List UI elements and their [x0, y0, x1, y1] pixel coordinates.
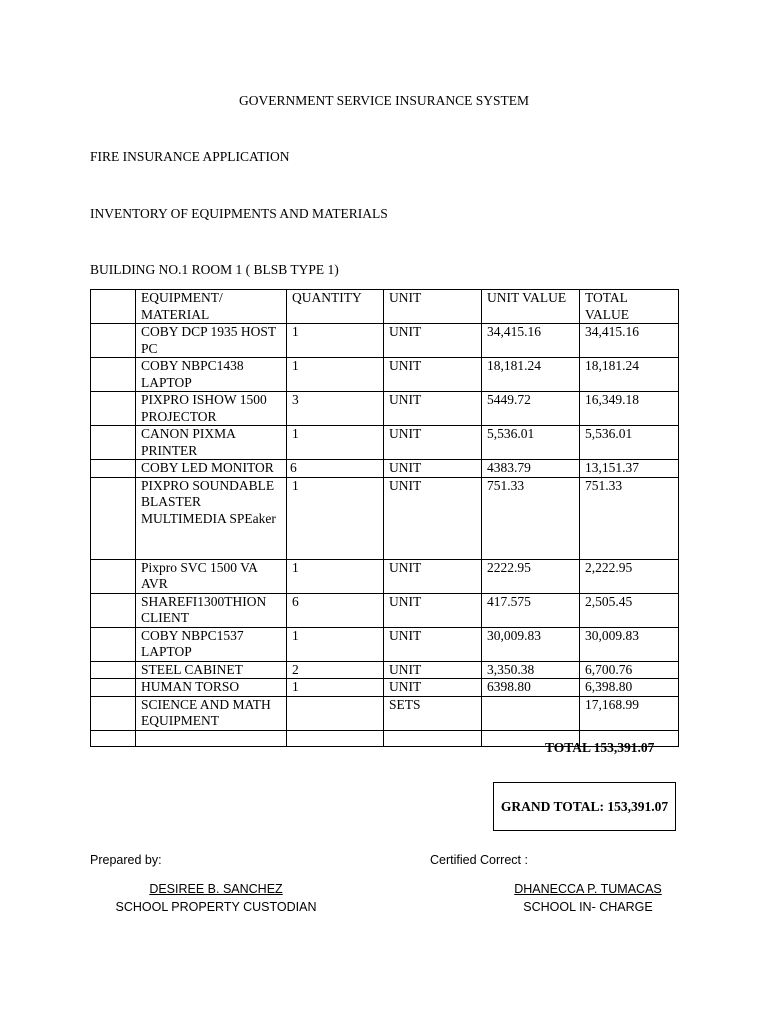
- unit-value-cell: 18,181.24: [482, 358, 580, 392]
- qty-cell: [287, 730, 384, 746]
- grand-total-box: [493, 782, 676, 831]
- row-number-cell: [91, 730, 136, 746]
- item-cell: COBY DCP 1935 HOST PC: [136, 324, 287, 358]
- item-cell: PIXPRO SOUNDABLE BLASTER MULTIMEDIA SPEaker: [136, 477, 287, 559]
- unit-cell: UNIT: [384, 559, 482, 593]
- row-number-cell: [91, 661, 136, 679]
- row-number-cell: [91, 324, 136, 358]
- unit-cell: UNIT: [384, 324, 482, 358]
- total-line: TOTAL 153,391.07: [545, 740, 655, 755]
- row-number-cell: [91, 593, 136, 627]
- total-cell: 18,181.24: [580, 358, 679, 392]
- header-blank: [91, 290, 136, 324]
- document-title: GOVERNMENT SERVICE INSURANCE SYSTEM: [238, 93, 530, 108]
- qty-cell: 1: [287, 426, 384, 460]
- application-title: FIRE INSURANCE APPLICATION: [90, 149, 290, 164]
- qty-cell: 3: [287, 392, 384, 426]
- header-quantity: QUANTITY: [287, 290, 384, 324]
- unit-cell: UNIT: [384, 627, 482, 661]
- qty-cell: [287, 696, 384, 730]
- item-cell: SCIENCE AND MATH EQUIPMENT: [136, 696, 287, 730]
- unit-value-cell: 4383.79: [482, 460, 580, 478]
- row-number-cell: [91, 477, 136, 559]
- unit-value-cell: 751.33: [482, 477, 580, 559]
- qty-cell: 1: [287, 679, 384, 697]
- item-cell: CANON PIXMA PRINTER: [136, 426, 287, 460]
- table-row: [91, 477, 679, 559]
- unit-cell: UNIT: [384, 358, 482, 392]
- row-number-cell: [91, 559, 136, 593]
- preparer-name: DESIREE B. SANCHEZ: [149, 882, 283, 896]
- qty-cell: 1: [287, 627, 384, 661]
- qty-cell: 1: [287, 324, 384, 358]
- unit-cell: UNIT: [384, 477, 482, 559]
- unit-value-cell: 6398.80: [482, 679, 580, 697]
- item-cell: STEEL CABINET: [136, 661, 287, 679]
- qty-cell: 2: [287, 661, 384, 679]
- row-number-cell: [91, 392, 136, 426]
- item-cell: SHAREFI1300THION CLIENT: [136, 593, 287, 627]
- header-unit-value: UNIT VALUE: [482, 290, 580, 324]
- item-cell: COBY LED MONITOR: [136, 460, 287, 478]
- table-row: [91, 559, 679, 593]
- grand-total-text: GRAND TOTAL: 153,391.07: [500, 798, 669, 814]
- unit-cell: UNIT: [384, 679, 482, 697]
- row-number-cell: [91, 627, 136, 661]
- unit-value-cell: 30,009.83: [482, 627, 580, 661]
- unit-cell: [384, 730, 482, 746]
- unit-value-cell: 3,350.38: [482, 661, 580, 679]
- header-equipment: EQUIPMENT/ MATERIAL: [136, 290, 287, 324]
- item-cell: COBY NBPC1438 LAPTOP: [136, 358, 287, 392]
- row-number-cell: [91, 679, 136, 697]
- total-cell: 13,151.37: [580, 460, 679, 478]
- header-unit: UNIT: [384, 290, 482, 324]
- total-cell: 30,009.83: [580, 627, 679, 661]
- unit-value-cell: 2222.95: [482, 559, 580, 593]
- unit-cell: UNIT: [384, 426, 482, 460]
- unit-value-cell: 417.575: [482, 593, 580, 627]
- total-cell: 751.33: [580, 477, 679, 559]
- row-number-cell: [91, 696, 136, 730]
- building-label: BUILDING NO.1 ROOM 1 ( BLSB TYPE 1): [90, 262, 339, 277]
- total-cell: 2,222.95: [580, 559, 679, 593]
- table-row: [91, 392, 679, 426]
- prepared-by-label: Prepared by:: [90, 853, 162, 867]
- qty-cell: 1: [287, 559, 384, 593]
- table-row: [91, 627, 679, 661]
- table-row: [91, 661, 679, 679]
- table-row: [91, 324, 679, 358]
- total-cell: 17,168.99: [580, 696, 679, 730]
- unit-cell: SETS: [384, 696, 482, 730]
- table-header-row: [91, 290, 679, 324]
- row-number-cell: [91, 358, 136, 392]
- qty-cell: 1: [287, 477, 384, 559]
- row-number-cell: [91, 460, 136, 478]
- table-row: [91, 460, 679, 478]
- table-row: [91, 358, 679, 392]
- total-cell: 2,505.45: [580, 593, 679, 627]
- unit-value-cell: 5449.72: [482, 392, 580, 426]
- total-cell: 6,398.80: [580, 679, 679, 697]
- unit-cell: UNIT: [384, 661, 482, 679]
- item-cell: Pixpro SVC 1500 VA AVR: [136, 559, 287, 593]
- certified-correct-label: Certified Correct :: [430, 853, 528, 867]
- total-cell: 6,700.76: [580, 661, 679, 679]
- preparer-title: SCHOOL PROPERTY CUSTODIAN: [115, 900, 317, 914]
- table-row: [91, 593, 679, 627]
- total-cell: 16,349.18: [580, 392, 679, 426]
- item-cell: COBY NBPC1537 LAPTOP: [136, 627, 287, 661]
- qty-cell: 6: [287, 593, 384, 627]
- unit-value-cell: [482, 696, 580, 730]
- unit-cell: UNIT: [384, 392, 482, 426]
- row-number-cell: [91, 426, 136, 460]
- unit-value-cell: 5,536.01: [482, 426, 580, 460]
- header-total-value: TOTAL VALUE: [580, 290, 679, 324]
- table-row: [91, 696, 679, 730]
- unit-cell: UNIT: [384, 460, 482, 478]
- qty-cell: 6: [287, 460, 384, 478]
- item-cell: [136, 730, 287, 746]
- item-cell: PIXPRO ISHOW 1500 PROJECTOR: [136, 392, 287, 426]
- certifier-title: SCHOOL IN- CHARGE: [523, 900, 653, 914]
- total-cell: 34,415.16: [580, 324, 679, 358]
- inventory-table: [90, 289, 679, 747]
- total-cell: 5,536.01: [580, 426, 679, 460]
- certifier-name: DHANECCA P. TUMACAS: [514, 882, 662, 896]
- table-row: [91, 679, 679, 697]
- unit-value-cell: 34,415.16: [482, 324, 580, 358]
- item-cell: HUMAN TORSO: [136, 679, 287, 697]
- inventory-title: INVENTORY OF EQUIPMENTS AND MATERIALS: [90, 206, 388, 221]
- table-row: [91, 426, 679, 460]
- unit-cell: UNIT: [384, 593, 482, 627]
- qty-cell: 1: [287, 358, 384, 392]
